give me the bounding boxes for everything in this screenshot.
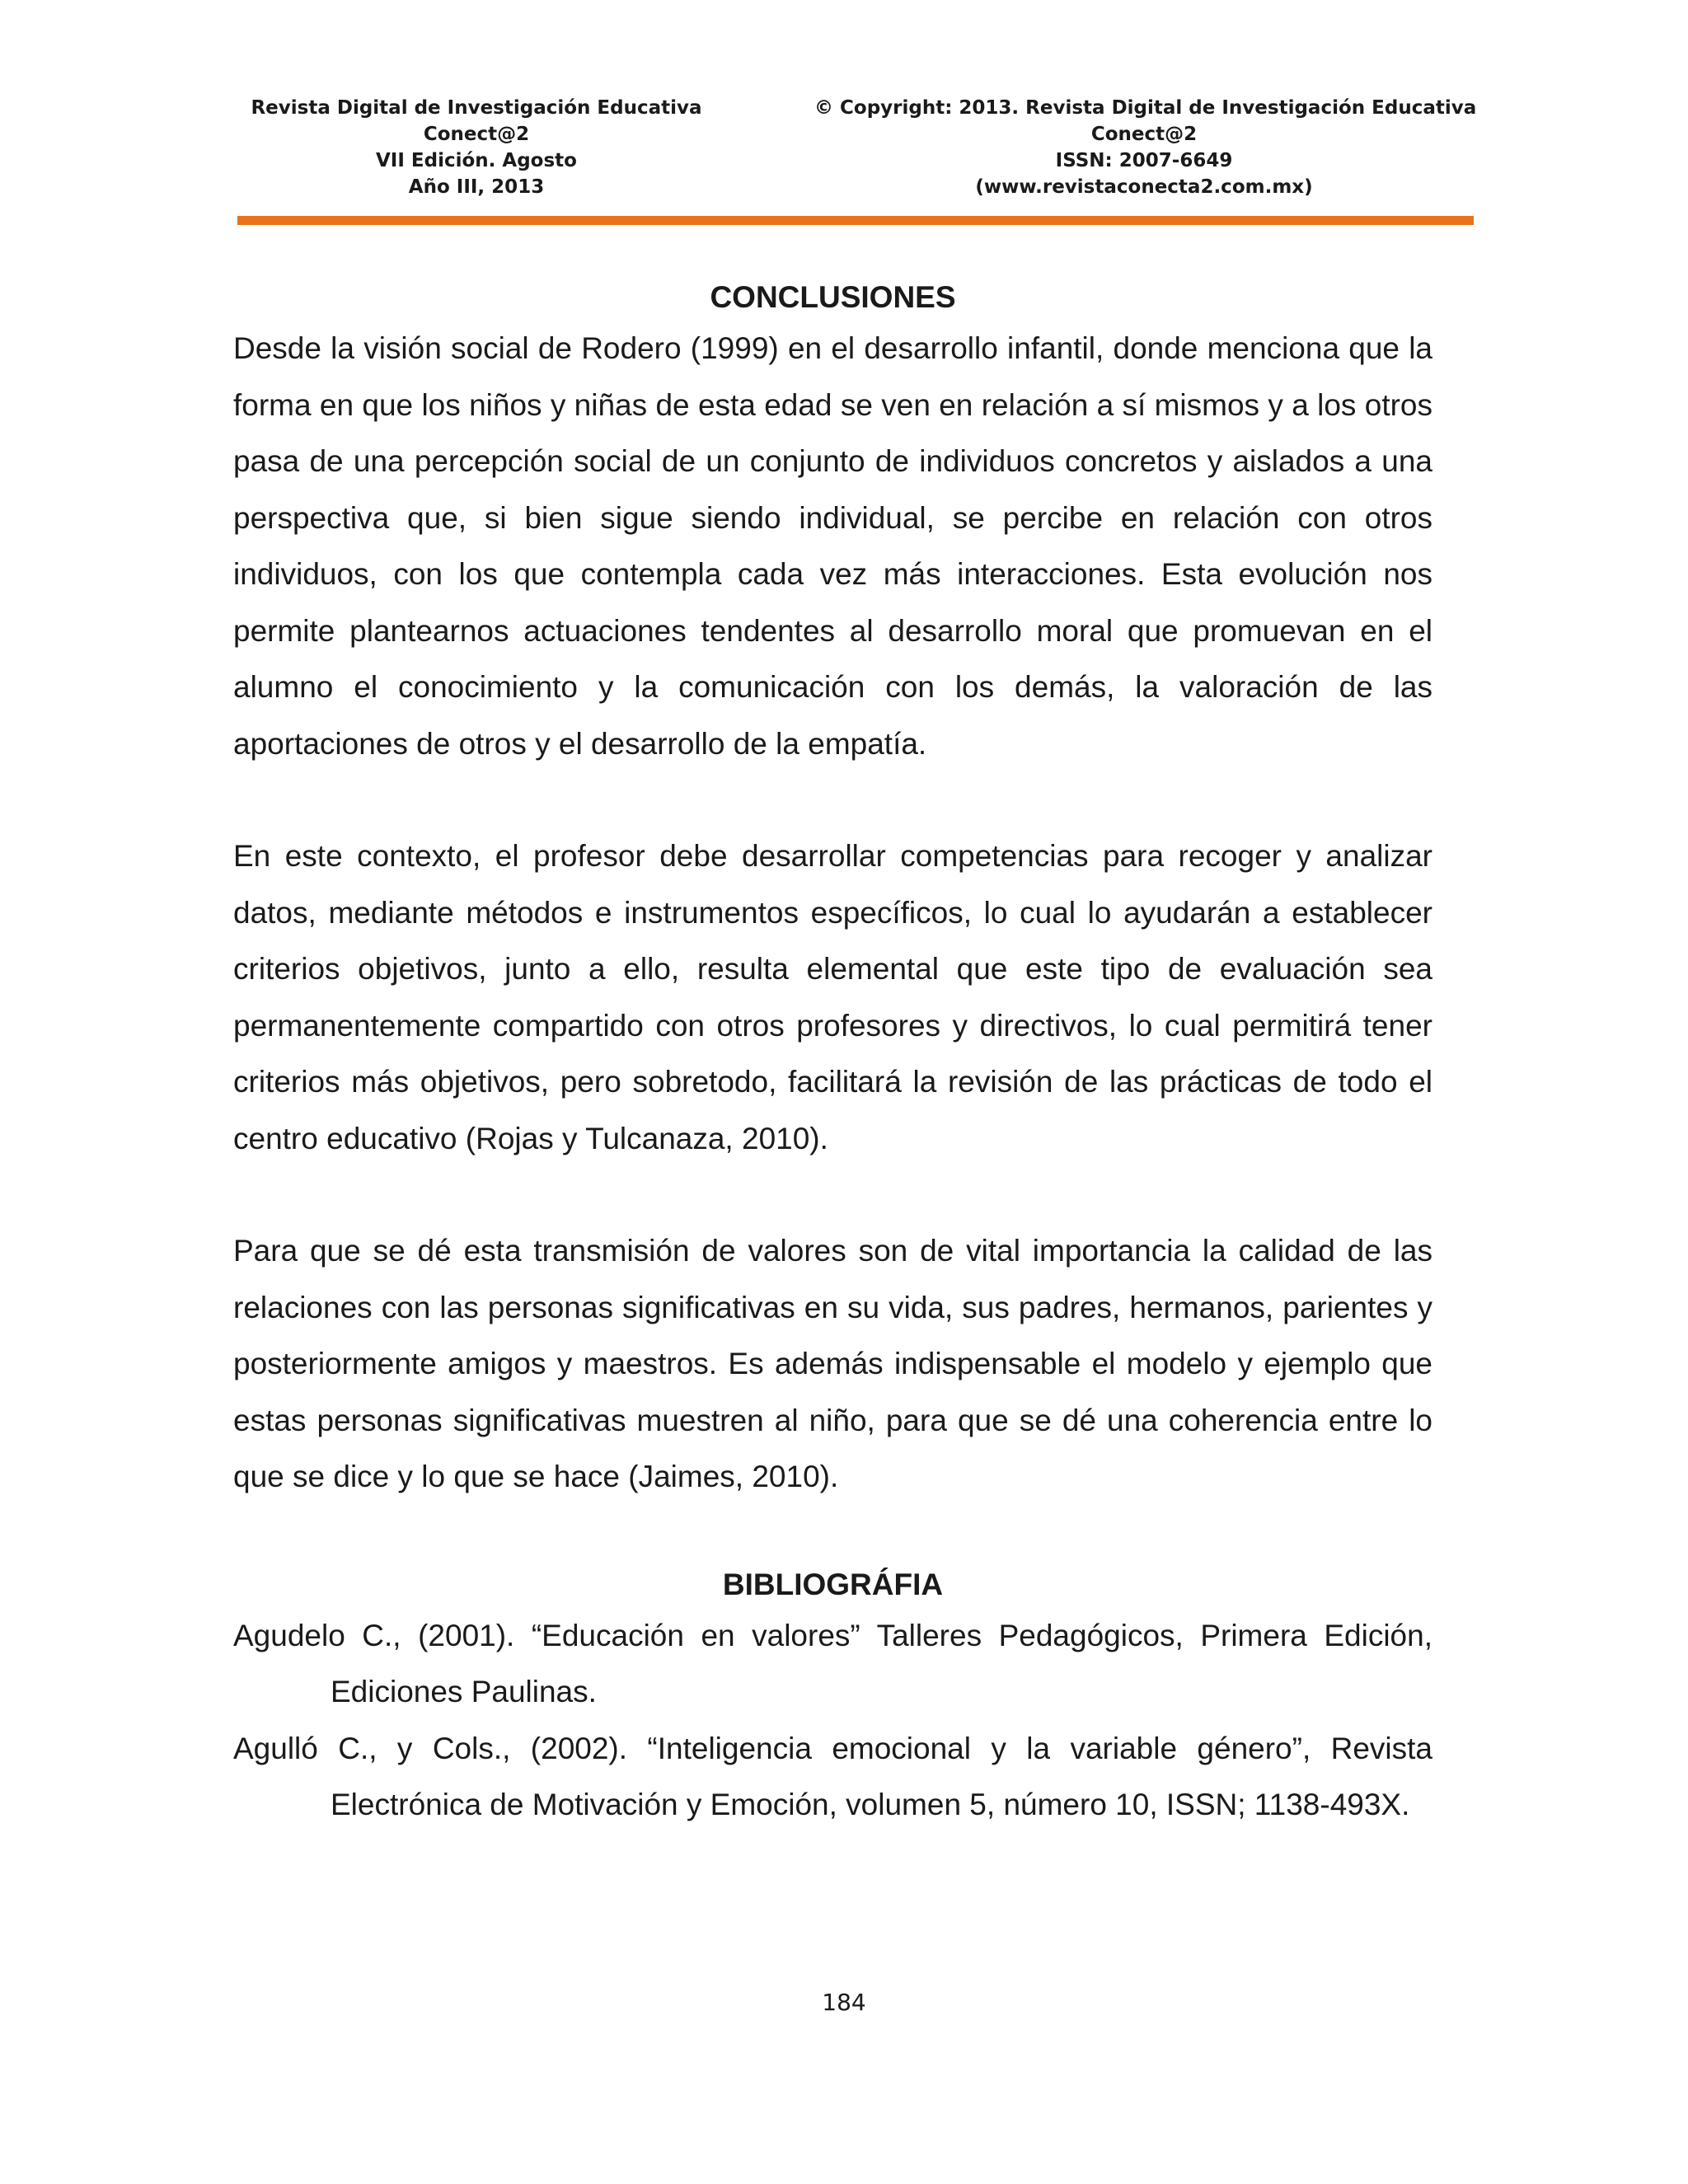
conclusion-paragraph-3: Para que se dé esta transmisión de valores son de vital importancia la calidad de las relaciones con las personas significativas en su vida, sus padres, hermanos, parientes y posteriormente amigos y maestros. Es además indispensable el modelo y ejemplo que estas personas significativas muestren al niño, para que se dé una coherencia entre lo que se dice y lo que se hace (Jaimes, 2010). bbox=[233, 1234, 1432, 1493]
paragraph-spacer bbox=[233, 1506, 1432, 1562]
copyright-journal: Conect@2 bbox=[1090, 124, 1198, 145]
conclusion-paragraph-1: Desde la visión social de Rodero (1999) en el desarrollo infantil, donde menciona que la forma en que los niños y niñas de esta edad se ven en relación a sí mismos y a los otros pasa de una percepción social de un conjunto de individuos concretos y aislados a una perspectiva que, si bien sigue siendo individual, se percibe en relación con otros individuos, con los que contempla cada vez más interacciones. Esta evolución nos permite plantearnos actuaciones tendentes al desarrollo moral que promuevan en el alumno el conocimiento y la comunicación con los demás, la valoración de las aportaciones de otros y el desarrollo de la empatía. bbox=[233, 331, 1432, 761]
conclusion-paragraph-2: En este contexto, el profesor debe desarrollar competencias para recoger y analizar datos, mediante métodos e instrumentos específicos, lo cual lo ayudarán a establecer criterios objetivos, junto a ello, resulta elemental que este tipo de evaluación sea permanentemente compartido con otros profesores y directivos, lo cual permitirá tener criterios más objetivos, pero sobretodo, facilitará la revisión de las prácticas de todo el centro educativo (Rojas y Tulcanaza, 2010). bbox=[233, 839, 1432, 1155]
journal-website: (www.revistaconecta2.com.mx) bbox=[975, 176, 1313, 198]
bibliography-heading: BIBLIOGRÁFIA bbox=[722, 1567, 944, 1601]
copyright-info bbox=[814, 95, 1477, 200]
issn: ISSN: 2007-6649 bbox=[1055, 150, 1233, 171]
journal-short-name: Conect@2 bbox=[423, 124, 530, 145]
page-number: 184 bbox=[822, 1989, 866, 2016]
main-content bbox=[233, 274, 1432, 1834]
bibliography-entry-2: Agulló C., y Cols., (2002). “Inteligencia emocional y la variable género”, Revista Electrónica de Motivación y Emoción, volumen 5, número 10, ISSN; 1138-493X. bbox=[233, 1731, 1432, 1821]
copyright-line: © Copyright: 2013. Revista Digital de Investigación Educativa bbox=[814, 97, 1477, 119]
journal-name: Revista Digital de Investigación Educativa bbox=[251, 97, 702, 119]
paragraph-spacer bbox=[233, 1167, 1432, 1223]
journal-year: Año III, 2013 bbox=[408, 176, 545, 198]
bibliography-entry-1: Agudelo C., (2001). “Educación en valores” Talleres Pedagógicos, Primera Edición, Ediciones Paulinas. bbox=[233, 1618, 1432, 1708]
page-header bbox=[237, 95, 1477, 210]
conclusions-heading: CONCLUSIONES bbox=[710, 280, 956, 314]
journal-edition: VII Edición. Agosto bbox=[376, 150, 577, 171]
paragraph-spacer bbox=[233, 772, 1432, 828]
journal-info bbox=[237, 95, 715, 200]
header-divider bbox=[237, 216, 1474, 225]
